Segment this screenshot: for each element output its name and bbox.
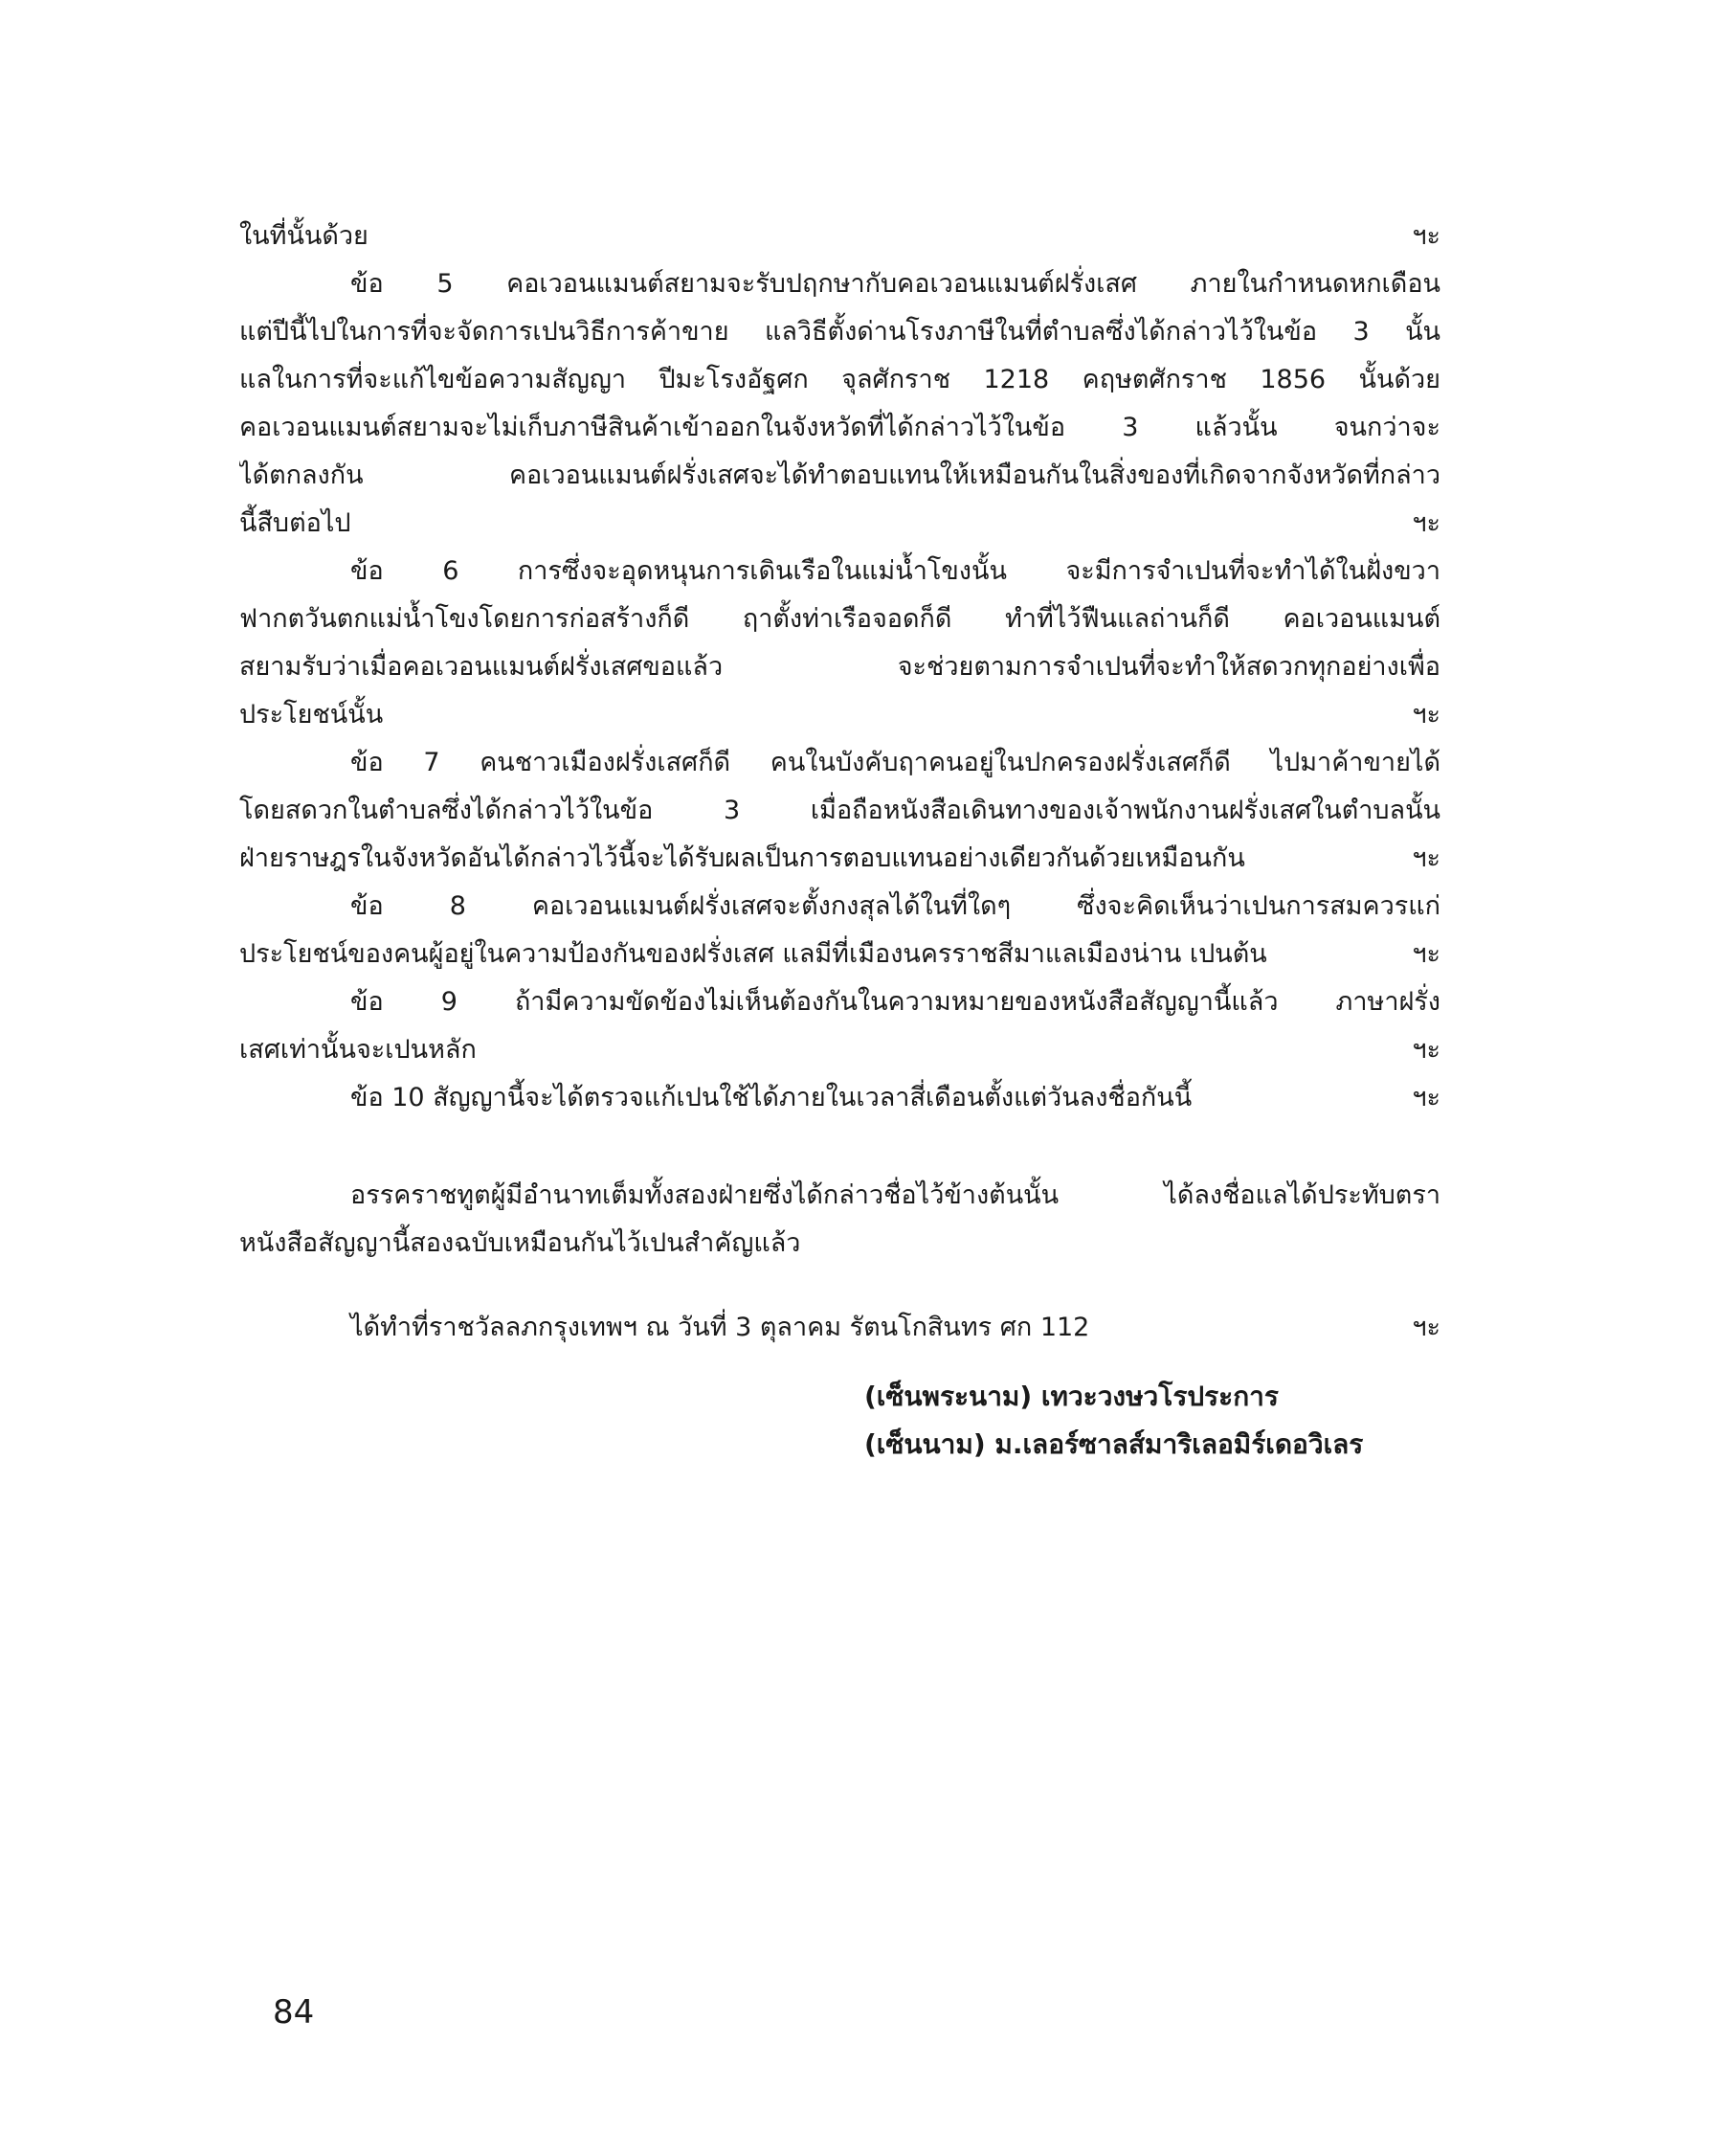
article-paragraph <box>239 260 1440 548</box>
end-mark: ฯะ <box>1412 1035 1440 1065</box>
article-paragraph <box>239 548 1440 739</box>
page-number: 84 <box>273 1993 315 2032</box>
line-text: นี้สืบต่อไป <box>239 508 351 538</box>
end-mark: ฯะ <box>1412 1313 1440 1342</box>
line-text: ได้ตกลงกัน คอเวอนแมนต์ฝรั่งเสศจะได้ทำตอบแทนให้เหมือนกันในสิ่งของที่เกิดจากจังหวัดที่กล่าว <box>239 460 1440 490</box>
line-text: โดยสดวกในตำบลซึ่งได้กล่าวไว้ในข้อ 3 เมื่อถือหนังสือเดินทางของเจ้าพนักงานฝรั่งเสศในตำบลนั้น <box>239 796 1440 825</box>
text-line <box>239 308 1440 356</box>
line-text: ประโยชน์ของคนผู้อยู่ในความป้องกันของฝรั่งเสศ แลมีที่เมืองนครราชสีมาแลเมืองน่าน เปนต้น <box>239 939 1267 969</box>
closing-paragraph <box>239 1172 1440 1268</box>
text-line <box>239 978 1440 1026</box>
text-line <box>239 691 1440 739</box>
text-line <box>239 883 1440 931</box>
dateline <box>239 1304 1440 1352</box>
line-text: ในที่นั้นด้วย <box>239 221 368 251</box>
text-line <box>239 1074 1440 1122</box>
line-text: ประโยชน์นั้น <box>239 700 384 730</box>
text-line <box>239 260 1440 308</box>
text-line <box>239 1026 1440 1074</box>
line-text: ข้อ 10 สัญญานี้จะได้ตรวจแก้เปนใช้ได้ภายในเวลาสี่เดือนตั้งแต่วันลงชื่อกันนี้ <box>350 1083 1193 1112</box>
line-text: ข้อ 5 คอเวอนแมนต์สยามจะรับปฤกษากับคอเวอนแมนต์ฝรั่งเสศ ภายในกำหนดหกเดือน <box>350 269 1440 299</box>
line-text: ฝ่ายราษฎรในจังหวัดอันได้กล่าวไว้นี้จะได้รับผลเป็นการตอบแทนอย่างเดียวกันด้วยเหมือนกัน <box>239 843 1245 873</box>
end-mark: ฯะ <box>1412 508 1440 538</box>
end-mark: ฯะ <box>1412 939 1440 969</box>
line-text: สยามรับว่าเมื่อคอเวอนแมนต์ฝรั่งเสศขอแล้ว จะช่วยตามการจำเปนที่จะทำให้สดวกทุกอย่างเพื่อ <box>239 652 1440 682</box>
text-line <box>239 931 1440 978</box>
text-line <box>239 595 1440 643</box>
spacer <box>239 1122 1440 1172</box>
line-text: เสศเท่านั้นจะเปนหลัก <box>239 1035 477 1065</box>
document-body <box>239 213 1440 1352</box>
text-line <box>239 835 1440 883</box>
text-line <box>239 500 1440 548</box>
line-text: ข้อ 8 คอเวอนแมนต์ฝรั่งเสศจะตั้งกงสุลได้ในที่ใดๆ ซึ่งจะคิดเห็นว่าเปนการสมควรแก่ <box>350 891 1440 921</box>
text-line <box>239 452 1440 500</box>
text-line <box>239 739 1440 787</box>
end-mark: ฯะ <box>1412 843 1440 873</box>
text-line <box>239 548 1440 595</box>
article-paragraph <box>239 883 1440 978</box>
line-text: แต่ปีนี้ไปในการที่จะจัดการเปนวิธีการค้าขาย แลวิธีตั้งด่านโรงภาษีในที่ตำบลซึ่งได้กล่าวไว้ในข้อ 3 นั้น <box>239 317 1440 347</box>
line-text: ข้อ 6 การซึ่งจะอุดหนุนการเดินเรือในแม่น้ำโขงนั้น จะมีการจำเปนที่จะทำได้ในฝั่งขวา <box>350 556 1440 586</box>
line-text: ข้อ 7 คนชาวเมืองฝรั่งเสศก็ดี คนในบังคับฤาคนอยู่ในปกครองฝรั่งเสศก็ดี ไปมาค้าขายได้ <box>350 748 1440 777</box>
line-text: อรรคราชทูตผู้มีอำนาทเต็มทั้งสองฝ่ายซึ่งได้กล่าวชื่อไว้ข้างต้นนั้น ได้ลงชื่อแลได้ประทับตรา <box>350 1180 1440 1210</box>
text-line <box>239 1172 1440 1220</box>
article-paragraph <box>239 213 1440 260</box>
line-text: ได้ทำที่ราชวัลลภกรุงเทพฯ ณ วันที่ 3 ตุลาคม รัตนโกสินทร ศก 112 <box>350 1313 1090 1342</box>
text-line <box>239 404 1440 452</box>
article-paragraph <box>239 1074 1440 1122</box>
end-mark: ฯะ <box>1412 1083 1440 1112</box>
text-line <box>239 213 1440 260</box>
article-paragraph <box>239 978 1440 1074</box>
line-text: ข้อ 9 ถ้ามีความขัดข้องไม่เห็นต้องกันในความหมายของหนังสือสัญญานี้แล้ว ภาษาฝรั่ง <box>350 987 1440 1017</box>
article-paragraph <box>239 739 1440 883</box>
signature-block <box>864 1373 1534 1469</box>
text-line <box>239 1220 1440 1268</box>
line-text: คอเวอนแมนต์สยามจะไม่เก็บภาษีสินค้าเข้าออกในจังหวัดที่ได้กล่าวไว้ในข้อ 3 แล้วนั้น จนกว่าจะ <box>239 413 1440 442</box>
text-line <box>239 356 1440 404</box>
signature-thai-prince: (เซ็นพระนาม) เทวะวงษวโรประการ <box>864 1381 1279 1412</box>
text-line <box>239 643 1440 691</box>
spacer <box>239 1268 1440 1304</box>
end-mark: ฯะ <box>1412 700 1440 730</box>
line-text: ฟากตวันตกแม่น้ำโขงโดยการก่อสร้างก็ดี ฤาตั้งท่าเรือจอดก็ดี ทำที่ไว้ฟืนแลถ่านก็ดี คอเวอนแมนต์ <box>239 604 1440 634</box>
text-line <box>239 787 1440 835</box>
end-mark: ฯะ <box>1412 221 1440 251</box>
line-text: หนังสือสัญญานี้สองฉบับเหมือนกันไว้เปนสำคัญแล้ว <box>239 1228 801 1258</box>
signature-french-envoy: (เซ็นนาม) ม.เลอร์ซาลส์มาริเลอมิร์เดอวิเลร <box>864 1428 1364 1460</box>
line-text: แลในการที่จะแก้ไขข้อความสัญญา ปีมะโรงอัฐศก จุลศักราช 1218 คฤษตศักราช 1856 นั้นด้วย <box>239 365 1440 394</box>
